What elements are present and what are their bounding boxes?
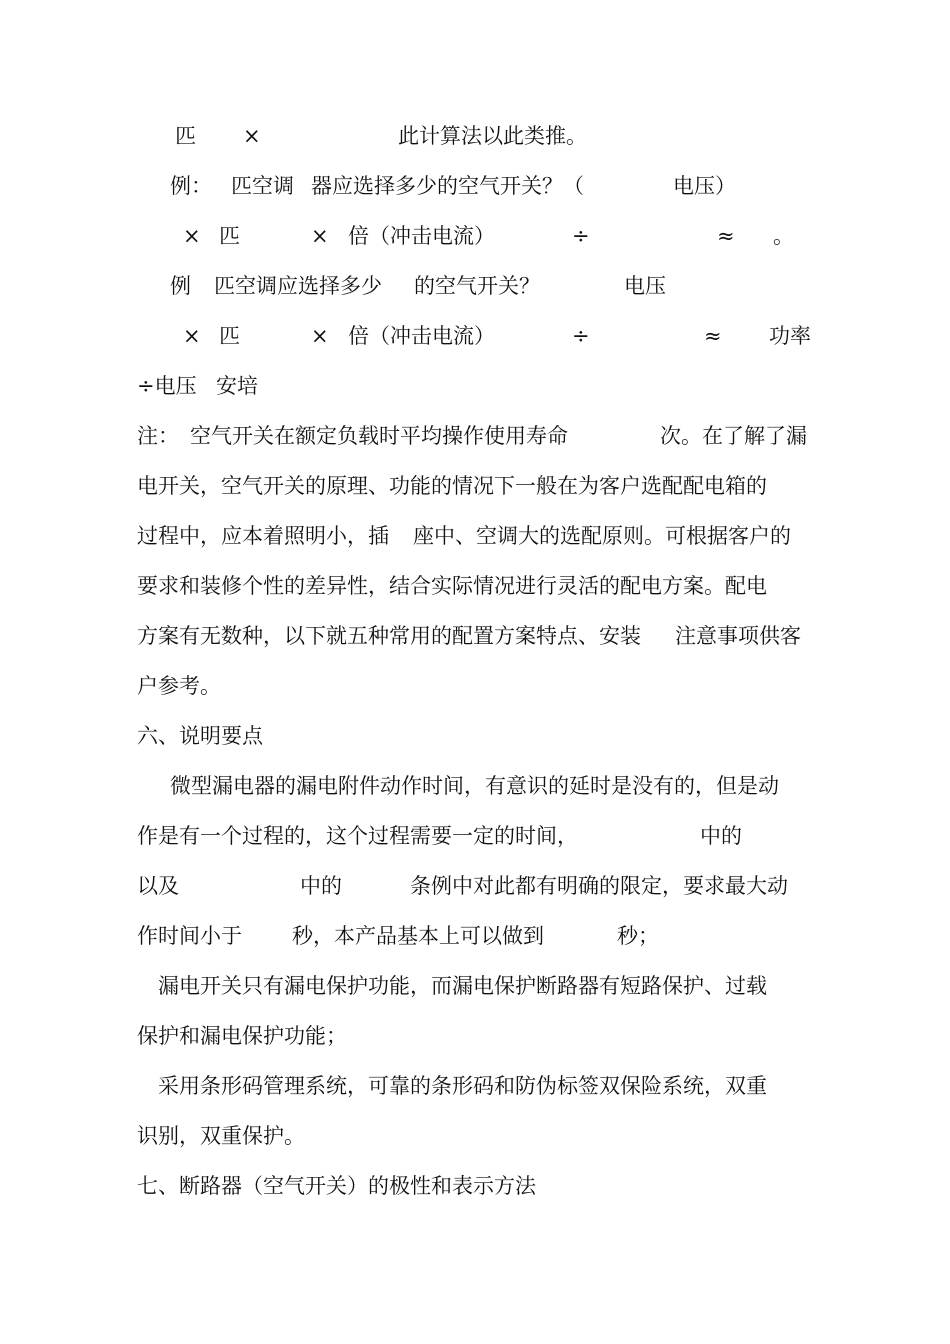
text-line-13-segment-1: 六、说明要点 (137, 724, 263, 748)
text-line-14-segment-1: 微型漏电器的漏电附件动作时间，有意识的延时是没有的，但是动 (170, 774, 779, 798)
text-line-4-segment-4: 电压 (624, 274, 666, 298)
text-line-10-segment-1: 要求和装修个性的差异性，结合实际情况进行灵活的配电方案。配电 (137, 574, 767, 598)
text-line-5-segment-1: × (183, 324, 201, 348)
text-line-5-segment-4: 倍（冲击电流） (348, 324, 495, 348)
text-line-20-segment-1: 采用条形码管理系统，可靠的条形码和防伪标签双保险系统，双重 (158, 1074, 767, 1098)
text-line-5-segment-5: ÷ (572, 324, 590, 348)
text-line-1-segment-2: × (243, 124, 261, 148)
text-line-18-segment-1: 漏电开关只有漏电保护功能，而漏电保护断路器有短路保护、过载 (158, 974, 767, 998)
text-line-11-segment-1: 方案有无数种，以下就五种常用的配置方案特点、安装 (137, 624, 641, 648)
text-line-4-segment-3: 的空气开关？ (414, 274, 540, 298)
text-line-5-segment-7: 功率 (769, 324, 811, 348)
text-line-6-segment-2: 安培 (216, 374, 258, 398)
text-line-3-segment-5: ÷ (572, 224, 590, 248)
text-line-2-segment-2: 匹空调 (231, 174, 294, 198)
text-line-7-segment-2: 空气开关在额定负载时平均操作使用寿命 (190, 424, 568, 448)
text-line-3-segment-2: 匹 (219, 224, 240, 248)
text-line-2-segment-4: 的空气开关？（ (437, 174, 584, 198)
text-line-2-segment-3: 器应选择多少 (311, 174, 437, 198)
text-line-4-segment-2: 匹空调应选择多少 (214, 274, 382, 298)
text-line-1-segment-1: 匹 (175, 124, 196, 148)
text-line-6-segment-1: ÷电压 (137, 374, 197, 398)
text-line-9-segment-2: 座中、空调大的选配原则。可根据客户的 (413, 524, 791, 548)
text-line-3-segment-7: 。 (773, 224, 794, 248)
text-line-3-segment-1: × (183, 224, 201, 248)
text-line-7-segment-3: 次。在了解了漏 (660, 424, 807, 448)
text-line-19-segment-1: 保护和漏电保护功能； (137, 1024, 347, 1048)
text-line-17-segment-2: 秒，本产品基本上可以做到 (292, 924, 544, 948)
text-line-3-segment-4: 倍（冲击电流） (348, 224, 495, 248)
text-line-22-segment-1: 七、断路器（空气开关）的极性和表示方法 (137, 1174, 536, 1198)
text-line-2-segment-1: 例： (170, 174, 212, 198)
text-line-5-segment-3: × (311, 324, 329, 348)
text-line-21-segment-1: 识别，双重保护。 (137, 1124, 305, 1148)
text-line-4-segment-1: 例 (170, 274, 191, 298)
text-line-3-segment-3: × (311, 224, 329, 248)
text-line-1-segment-3: 此计算法以此类推。 (398, 124, 587, 148)
text-line-15-segment-1: 作是有一个过程的，这个过程需要一定的时间， (137, 824, 578, 848)
text-line-16-segment-1: 以及 (137, 874, 179, 898)
text-line-16-segment-3: 条例中对此都有明确的限定，要求最大动 (410, 874, 788, 898)
text-line-11-segment-2: 注意事项供客 (675, 624, 801, 648)
text-line-3-segment-6: ≈ (717, 224, 735, 248)
text-line-9-segment-1: 过程中，应本着照明小，插 (137, 524, 389, 548)
text-line-5-segment-6: ≈ (704, 324, 722, 348)
text-line-16-segment-2: 中的 (300, 874, 342, 898)
text-line-8-segment-1: 电开关，空气开关的原理、功能的情况下一般在为客户选配配电箱的 (137, 474, 767, 498)
text-line-7-segment-1: 注： (137, 424, 179, 448)
text-line-12-segment-1: 户参考。 (137, 674, 221, 698)
text-line-17-segment-1: 作时间小于 (137, 924, 242, 948)
text-line-5-segment-2: 匹 (219, 324, 240, 348)
text-line-15-segment-2: 中的 (700, 824, 742, 848)
text-line-2-segment-5: 电压） (673, 174, 736, 198)
text-line-17-segment-3: 秒； (617, 924, 659, 948)
